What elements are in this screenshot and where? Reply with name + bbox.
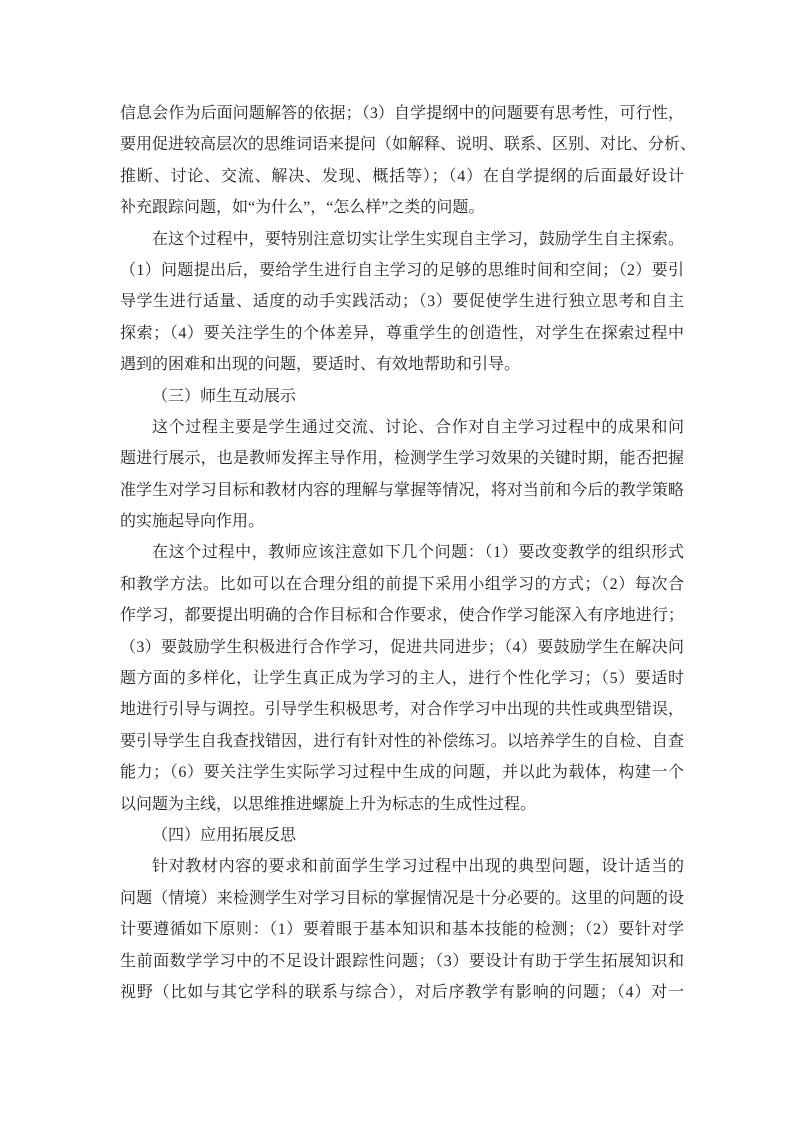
text-line: 这个过程主要是学生通过交流、讨论、合作对自主学习过程中的成果和问: [152, 418, 684, 436]
text-line: 问题（情境）来检测学生对学习目标的掌握情况是十分必要的。这里的问题的设: [120, 889, 684, 907]
text-line: 遇到的困难和出现的问题，要适时、有效地帮助和引导。: [120, 356, 521, 374]
text-line: 补充跟踪问题，如“为什么”，“怎么样”之类的问题。: [120, 199, 485, 217]
text-line: 导学生进行适量、适度的动手实践活动；（3）要促使学生进行独立思考和自主: [120, 293, 684, 311]
document-text-block: [120, 98, 697, 1008]
text-line: 作学习，都要提出明确的合作目标和合作要求，使合作学习能深入有序地进行；: [120, 607, 684, 625]
text-line: 能力；（6）要关注学生实际学习过程中生成的问题，并以此为载体，构建一个: [120, 764, 684, 782]
section-heading: （三）师生互动展示: [152, 387, 297, 405]
text-line: 计要遵循如下原则：（1）要着眼于基本知识和基本技能的检测；（2）要针对学: [120, 921, 684, 939]
text-line: 推断、讨论、交流、解决、发现、概括等）；（4）在自学提纲的后面最好设计: [120, 167, 684, 185]
text-line: 以问题为主线，以思维推进螺旋上升为标志的生成性过程。: [120, 795, 537, 813]
text-line: 的实施起导向作用。: [120, 513, 265, 531]
text-line: 和教学方法。比如可以在合理分组的前提下采用小组学习的方式；（2）每次合: [120, 575, 684, 593]
text-line: 准学生对学习目标和教材内容的理解与掌握等情况，将对当前和今后的教学策略: [120, 481, 684, 499]
text-line: 视野（比如与其它学科的联系与综合），对后序教学有影响的问题；（4）对一: [120, 983, 684, 1001]
text-line: 题进行展示，也是教师发挥主导作用，检测学生学习效果的关键时期，能否把握: [120, 450, 684, 468]
text-line: （1）问题提出后，要给学生进行自主学习的足够的思维时间和空间；（2）要引: [120, 261, 684, 279]
text-line: 生前面数学学习中的不足设计跟踪性问题；（3）要设计有助于学生拓展知识和: [120, 952, 684, 970]
text-line: 地进行引导与调控。引导学生积极思考，对合作学习中出现的共性或典型错误，: [120, 701, 684, 719]
text-line: 在这个过程中，教师应该注意如下几个问题：（1）要改变教学的组织形式: [152, 544, 684, 562]
text-line: 要用促进较高层次的思维词语来提问（如解释、说明、联系、区别、对比、分析、: [120, 136, 697, 154]
text-line: 在这个过程中，要特别注意切实让学生实现自主学习，鼓励学生自主探索。: [152, 230, 684, 248]
text-line: 要引导学生自我查找错因，进行有针对性的补偿练习。以培养学生的自检、自查: [120, 732, 684, 750]
text-line: 针对教材内容的要求和前面学生学习过程中出现的典型问题，设计适当的: [152, 858, 684, 876]
text-line: （3）要鼓励学生积极进行合作学习，促进共同进步；（4）要鼓励学生在解决问: [120, 638, 684, 656]
text-line: 题方面的多样化，让学生真正成为学习的主人，进行个性化学习；（5）要适时: [120, 670, 684, 688]
text-line: 探索；（4）要关注学生的个体差异，尊重学生的创造性，对学生在探索过程中: [120, 324, 684, 342]
text-line: 信息会作为后面问题解答的依据；（3）自学提纲中的问题要有思考性，可行性，: [120, 105, 684, 122]
section-heading: （四）应用拓展反思: [152, 826, 297, 844]
